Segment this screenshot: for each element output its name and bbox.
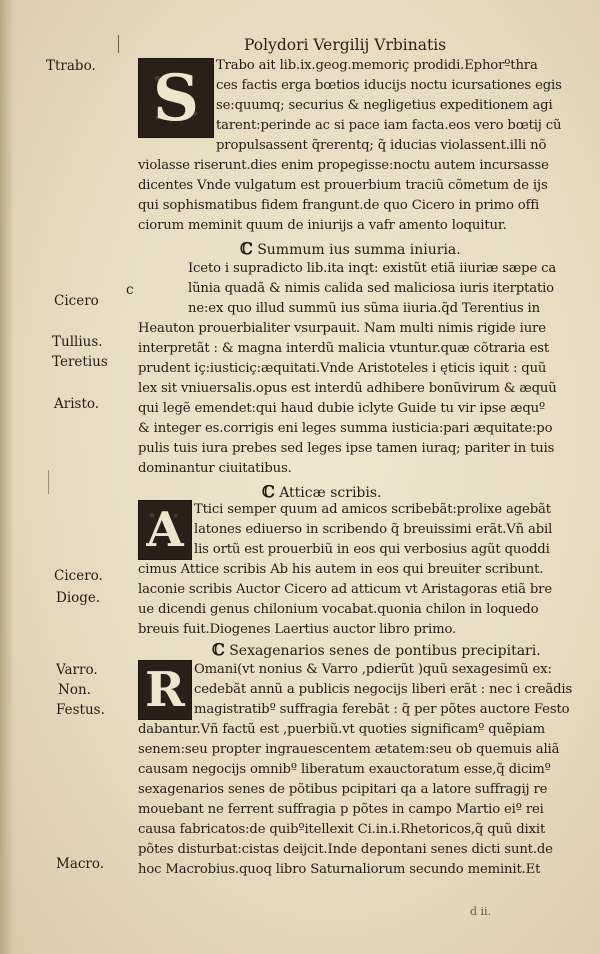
drop-cap-letter: S	[152, 60, 200, 136]
margin-note-festus: Festus.	[56, 702, 105, 718]
text-line: laconie scribis Auctor Cicero ad atticum vt Aristagoras etiã bre	[138, 582, 552, 597]
drop-cap-letter: R	[145, 662, 185, 718]
text-line: Trabo ait lib.ix.geog.memoriç prodidi.Ephorºthra	[216, 58, 538, 73]
text-line: Iceto i supradicto lib.ita inqt: existũt etiã iiuriæ sæpe ca	[188, 261, 557, 276]
margin-note-tullius: Tullius.	[52, 334, 103, 350]
text-line: dominantur ciuitatibus.	[138, 461, 292, 476]
text-line: tarent:perinde ac si pace iam facta.eos vero bœtij cũ	[216, 118, 562, 133]
text-line: causam negocijs omnibº liberatum exauctoratum esse,q̃ dicimº	[138, 762, 551, 777]
text-line: qui sophismatibus fidem frangunt.de quo Cicero in primo offi	[138, 198, 540, 213]
section-heading-sexagenarios	[212, 640, 541, 659]
margin-note-terentius: Teretius	[52, 354, 108, 370]
text-line: pulis tuis iura prebes sed leges ipse tamen iuraq; pariter in tuis	[138, 441, 555, 456]
text-line: latones ediuerso in scribendo q̃ breuissimi erãt.Vñ abil	[194, 522, 553, 537]
ruling-mark	[48, 470, 49, 494]
text-line: hoc Macrobius.quoq libro Saturnaliorum secundo meminit.Et	[138, 862, 541, 877]
signature-mark: d ii.	[470, 905, 492, 918]
ruling-mark	[118, 35, 119, 53]
text-line: se:quumq; securius & negligetius expeditionem agi	[216, 98, 553, 113]
heading-text: Summum ius summa iniuria.	[257, 242, 461, 258]
running-header: Polydori Vergilij Vrbinatis	[244, 36, 447, 54]
text-line: cedebãt annũ a publicis negocijs liberi erãt : nec i creãdis	[194, 682, 573, 697]
guide-letter-c: c	[126, 282, 134, 298]
text-line: lex sit vniuersalis.opus est interdũ adhibere bonũvirum & æquũ	[138, 381, 557, 396]
paragraph-mark-icon: ℂ	[212, 640, 225, 659]
paragraph-mark-icon: ℂ	[240, 239, 253, 258]
margin-note-varro: Varro.	[56, 662, 98, 678]
text-line: causa fabricatos:de quibºitellexit Ci.in.i.Rhetoricos,q̃ quũ dixit	[138, 822, 546, 837]
drop-cap-letter: A	[146, 502, 184, 558]
drop-cap-a	[138, 500, 192, 560]
text-line: qui legẽ emendet:qui haud dubie iclyte Guide tu vir ipse æquº	[138, 401, 546, 416]
text-line: cimus Attice scribis Ab his autem in eos qui breuiter scribunt.	[138, 562, 544, 577]
drop-cap-s	[138, 58, 214, 138]
drop-cap-r	[138, 660, 192, 720]
text-line: sexagenarios senes de põtibus pcipitari qa a latore suffragij re	[138, 782, 548, 797]
margin-note-aristo: Aristo.	[54, 396, 100, 412]
text-line: violasse riserunt.dies enim propegisse:noctu autem incursasse	[138, 158, 549, 173]
section-heading-summum	[240, 239, 461, 258]
margin-note-dioge: Dioge.	[56, 590, 101, 606]
margin-note-macrobius: Macro.	[56, 856, 105, 872]
text-line: dicentes Vnde vulgatum est prouerbium traciũ cõmetum de ijs	[138, 178, 548, 193]
text-line: ciorum meminit quum de iniurijs a vafr amento loquitur.	[138, 218, 507, 233]
text-line: dabantur.Vñ factũ est ,puerbiũ.vt quoties significamº quẽpiam	[138, 722, 546, 737]
heading-text: Atticæ scribis.	[279, 485, 382, 501]
text-line: ue dicendi genus chilonium vocabat.quonia chilon in loquedo	[138, 602, 539, 617]
text-line: interpretãt : & magna interdũ malicia vtuntur.quæ cõtraria est	[138, 341, 549, 356]
text-line: lũnia quadã & nimis calida sed maliciosa iuris iterptatio	[188, 281, 554, 296]
text-line: ces factis erga bœtios iducijs noctu icursationes egis	[216, 78, 562, 93]
text-line: breuis fuit.Diogenes Laertius auctor libro primo.	[138, 622, 457, 637]
text-line: mouebant ne ferrent suffragia p põtes in campo Martio eiº rei	[138, 802, 544, 817]
heading-text: Sexagenarios senes de pontibus precipitari.	[229, 643, 541, 659]
text-line: propulsassent q̃rerentq; q̃ iducias violassent.illi nõ	[216, 138, 547, 153]
section-heading-atticae	[262, 482, 382, 501]
text-line: Omani(vt nonius & Varro ,pdierũt )quũ sexagesimũ ex:	[194, 662, 552, 677]
text-line: & integer es.corrigis eni leges summa iusticia:pari æquitate:po	[138, 421, 553, 436]
margin-note-strabo: Ttrabo.	[46, 58, 96, 74]
margin-note-cicero: Cicero	[54, 293, 99, 309]
text-line: magistratibº suffragia ferebãt : q̃ per põtes auctore Festo	[194, 702, 570, 717]
paragraph-mark-icon: ℂ	[262, 482, 275, 501]
text-line: Ttici semper quum ad amicos scribebãt:prolixe agebãt	[194, 502, 551, 517]
text-line: prudent iç:iusticiç:æquitati.Vnde Aristoteles i ęticis iquit : quũ	[138, 361, 547, 376]
text-line: senem:seu propter ingrauescentem ætatem:seu ob quemuis aliã	[138, 742, 560, 757]
text-line: Heauton prouerbialiter vsurpauit. Nam multi nimis rigide iure	[138, 321, 546, 336]
text-line: ne:ex quo illud summũ ius sũma iiuria.q̃d Terentius in	[188, 301, 540, 316]
margin-note-nonius: Non.	[58, 682, 91, 698]
margin-note-cicero-2: Cicero.	[54, 568, 103, 584]
text-line: lis ortũ est prouerbiũ in eos qui verbosius agũt quoddi	[194, 542, 550, 557]
text-line: põtes disturbat:cistas deijcit.Inde depontani senes dicti sunt.de	[138, 842, 553, 857]
